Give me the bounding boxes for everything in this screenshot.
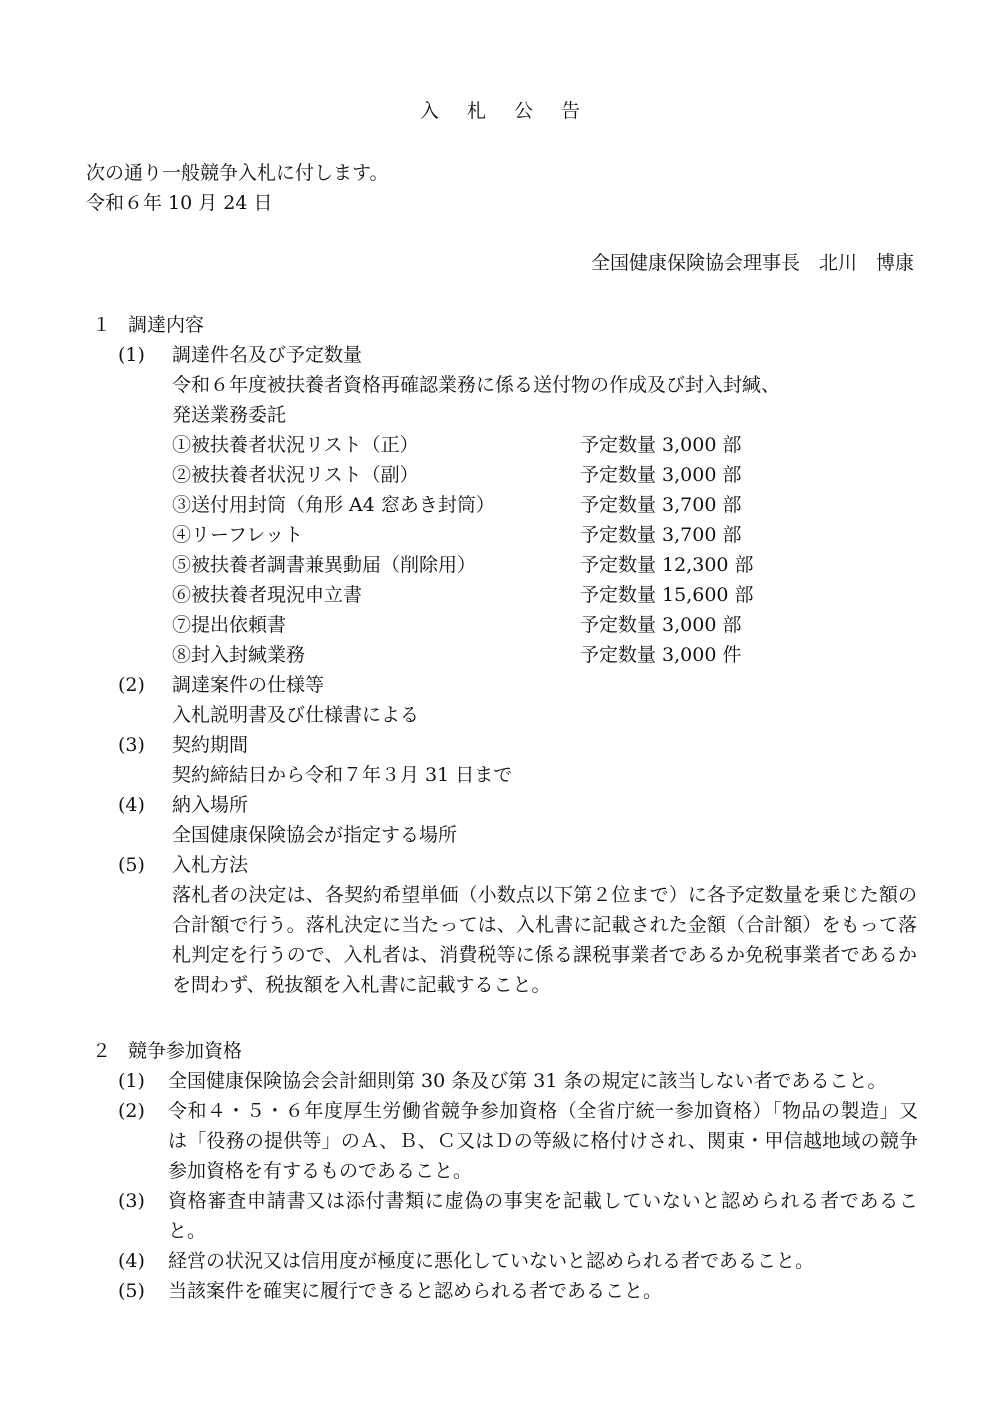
item-quantity: 予定数量 3,000 部	[580, 434, 742, 456]
document-title: 入札公告	[419, 100, 608, 122]
sub5-number: (5)	[118, 854, 145, 876]
item-quantity: 予定数量 3,700 部	[580, 494, 742, 516]
sub1-description-line1: 令和６年度被扶養者資格再確認業務に係る送付物の作成及び封入封緘、	[172, 374, 781, 396]
item-name: ④リーフレット	[172, 524, 304, 546]
sub3-heading: 契約期間	[172, 734, 249, 756]
qualification-text: 令和４・５・６年度厚生労働省競争参加資格（全省庁統一参加資格）「物品の製造」又は「役務の提供等」のＡ、Ｂ、Ｃ又はＤの等級に格付けされ、関東・甲信越地域の競争参加資格を有するものであること。	[168, 1100, 918, 1182]
item-quantity: 予定数量 3,700 部	[580, 524, 742, 546]
qualification-text: 経営の状況又は信用度が極度に悪化していないと認められる者であること。	[168, 1250, 815, 1272]
sub3-body: 契約締結日から令和７年３月 31 日まで	[172, 764, 513, 786]
sub2-body: 入札説明書及び仕様書による	[172, 704, 420, 726]
section1-heading: 調達内容	[128, 314, 205, 336]
sub4-number: (4)	[118, 794, 145, 816]
sub2-number: (2)	[118, 674, 145, 696]
item-quantity: 予定数量 12,300 部	[580, 554, 754, 576]
sub1-heading: 調達件名及び予定数量	[172, 344, 363, 366]
sub4-heading: 納入場所	[172, 794, 249, 816]
sub1-description-line2: 発送業務委託	[172, 404, 287, 426]
qualification-number: (1)	[118, 1070, 145, 1092]
issuer-text: 全国健康保険協会理事長 北川 博康	[590, 252, 914, 274]
item-quantity: 予定数量 15,600 部	[580, 584, 754, 606]
date-text: 令和６年 10 月 24 日	[86, 192, 273, 214]
section2-heading: 競争参加資格	[128, 1040, 243, 1062]
item-name: ②被扶養者状況リスト（副）	[172, 464, 419, 486]
qualification-number: (4)	[118, 1250, 145, 1272]
item-name: ⑦提出依頼書	[172, 614, 287, 636]
qualification-number: (5)	[118, 1280, 145, 1302]
sub4-body: 全国健康保険協会が指定する場所	[172, 824, 458, 846]
item-name: ⑥被扶養者現況申立書	[172, 584, 363, 606]
item-name: ⑤被扶養者調書兼異動届（削除用）	[172, 554, 477, 576]
sub1-number: (1)	[118, 344, 145, 366]
sub2-heading: 調達案件の仕様等	[172, 674, 325, 696]
sub5-heading: 入札方法	[172, 854, 249, 876]
item-name: ③送付用封筒（角形 A4 窓あき封筒）	[172, 494, 495, 516]
qualification-text: 資格審査申請書又は添付書類に虚偽の事実を記載していないと認められる者であること。	[168, 1190, 918, 1242]
item-name: ①被扶養者状況リスト（正）	[172, 434, 419, 456]
sub3-number: (3)	[118, 734, 145, 756]
item-name: ⑧封入封緘業務	[172, 644, 306, 666]
qualification-number: (3)	[118, 1190, 145, 1212]
section1-number: １	[92, 314, 112, 336]
qualification-text: 全国健康保険協会会計細則第 30 条及び第 31 条の規定に該当しない者であること。	[168, 1070, 887, 1092]
intro-text: 次の通り一般競争入札に付します。	[86, 162, 389, 184]
sub5-body: 落札者の決定は、各契約希望単価（小数点以下第２位まで）に各予定数量を乗じた額の合計額で行う。落札決定に当たっては、入札書に記載された金額（合計額）をもって落札判定を行うので、入札者は、消費税等に係る課税事業者であるか免税事業者であるかを問わず、税抜額を入札書に記載すること。	[172, 884, 917, 996]
section2-number: ２	[92, 1040, 112, 1062]
item-quantity: 予定数量 3,000 部	[580, 464, 742, 486]
item-quantity: 予定数量 3,000 部	[580, 614, 742, 636]
item-quantity: 予定数量 3,000 件	[580, 644, 742, 666]
qualification-text: 当該案件を確実に履行できると認められる者であること。	[168, 1280, 663, 1302]
qualification-number: (2)	[118, 1100, 145, 1122]
